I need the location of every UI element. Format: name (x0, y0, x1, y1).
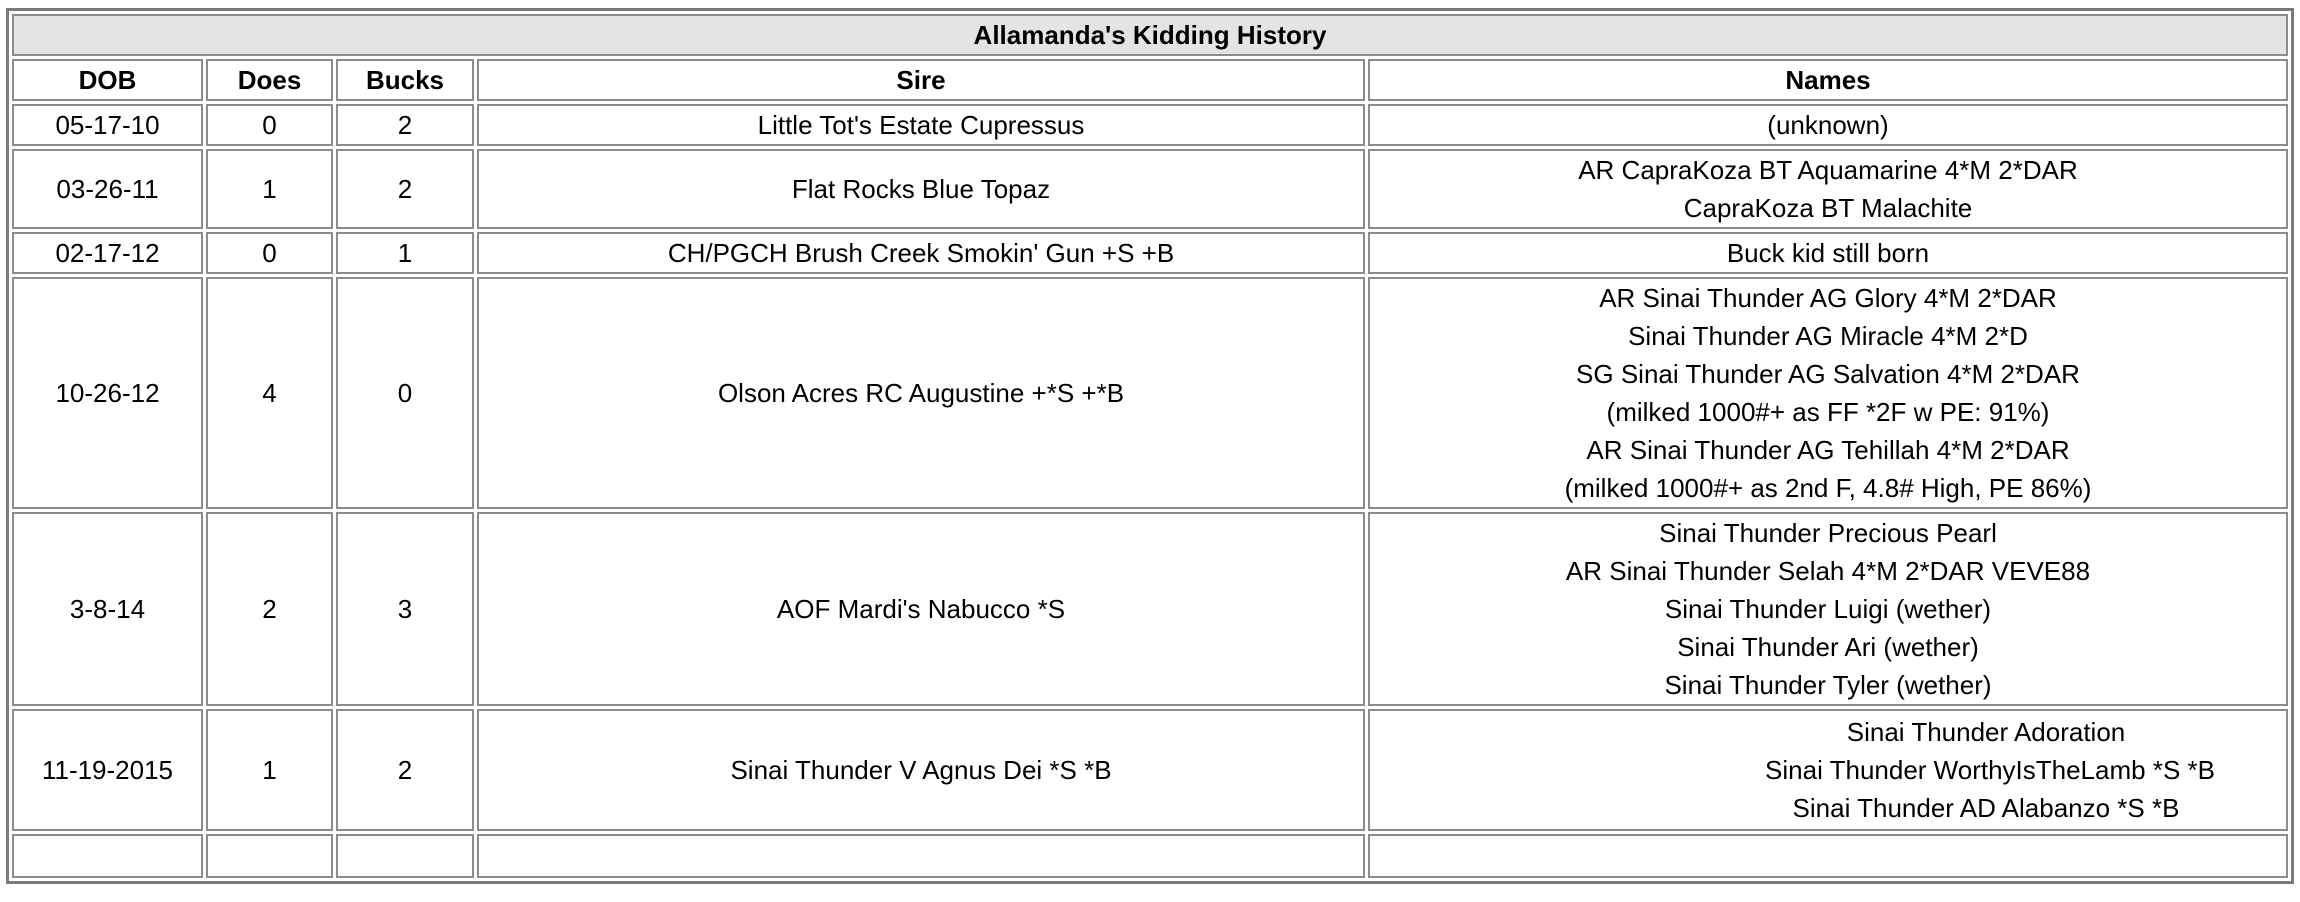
bucks-cell: 2 (336, 104, 474, 146)
dob-cell: 3-8-14 (12, 512, 203, 706)
kid-name: Sinai Thunder Luigi (wether) (1664, 594, 1992, 624)
kid-name: Sinai Thunder AG Miracle 4*M 2*D (1628, 321, 2028, 351)
kidding-history-table (6, 8, 2294, 884)
table-row (12, 104, 2288, 146)
bucks-cell: 2 (336, 709, 474, 831)
kid-name: Buck kid still born (1726, 238, 1930, 268)
header-row (12, 59, 2288, 101)
kid-name: Sinai Thunder AD Alabanzo *S *B (1792, 793, 2180, 823)
empty-cell (12, 834, 203, 878)
names-cell (1368, 512, 2288, 706)
dob-cell: 11-19-2015 (12, 709, 203, 831)
kid-name: Sinai Thunder WorthyIsTheLamb *S *B (1765, 755, 2215, 785)
kid-name: Sinai Thunder Adoration (1846, 717, 2126, 747)
bucks-cell: 3 (336, 512, 474, 706)
dob-cell: 05-17-10 (12, 104, 203, 146)
header-bucks: Bucks (336, 59, 474, 101)
header-sire: Sire (477, 59, 1365, 101)
empty-table-row (12, 834, 2288, 878)
table-row (12, 149, 2288, 229)
bucks-cell: 0 (336, 277, 474, 509)
names-cell (1368, 232, 2288, 274)
does-cell: 1 (206, 709, 333, 831)
sire-cell: Olson Acres RC Augustine +*S +*B (477, 277, 1365, 509)
table-row (12, 277, 2288, 509)
kid-name-note: (milked 1000#+ as FF *2F w PE: 91%) (1606, 397, 2050, 427)
kid-name: Sinai Thunder Ari (wether) (1677, 632, 1979, 662)
does-cell: 0 (206, 104, 333, 146)
table-title-row (12, 14, 2288, 56)
kidding-history-container (6, 8, 2294, 884)
kid-name: (unknown) (1767, 110, 1889, 140)
kid-name: AR Sinai Thunder Selah 4*M 2*DAR VEVE88 (1565, 556, 2091, 586)
header-dob: DOB (12, 59, 203, 101)
kid-name: AR Sinai Thunder AG Glory 4*M 2*DAR (1599, 283, 2057, 313)
table-row (12, 232, 2288, 274)
sire-cell: Little Tot's Estate Cupressus (477, 104, 1365, 146)
empty-cell (336, 834, 474, 878)
names-cell (1368, 104, 2288, 146)
dob-cell: 10-26-12 (12, 277, 203, 509)
dob-cell: 03-26-11 (12, 149, 203, 229)
empty-cell (1368, 834, 2288, 878)
kid-name-note: (milked 1000#+ as 2nd F, 4.8# High, PE 86%) (1564, 473, 2092, 503)
names-cell (1368, 277, 2288, 509)
kid-name: AR CapraKoza BT Aquamarine 4*M 2*DAR (1578, 155, 2078, 185)
empty-cell (477, 834, 1365, 878)
sire-cell: AOF Mardi's Nabucco *S (477, 512, 1365, 706)
bucks-cell: 2 (336, 149, 474, 229)
sire-cell: Sinai Thunder V Agnus Dei *S *B (477, 709, 1365, 831)
does-cell: 0 (206, 232, 333, 274)
kid-name: AR Sinai Thunder AG Tehillah 4*M 2*DAR (1586, 435, 2070, 465)
table-row (12, 709, 2288, 831)
sire-cell: Flat Rocks Blue Topaz (477, 149, 1365, 229)
dob-cell: 02-17-12 (12, 232, 203, 274)
names-cell (1368, 149, 2288, 229)
table-title: Allamanda's Kidding History (12, 14, 2288, 56)
kid-name: SG Sinai Thunder AG Salvation 4*M 2*DAR (1576, 359, 2080, 389)
kid-name: Sinai Thunder Tyler (wether) (1664, 670, 1992, 700)
does-cell: 1 (206, 149, 333, 229)
kid-name: Sinai Thunder Precious Pearl (1659, 518, 1997, 548)
table-row (12, 512, 2288, 706)
does-cell: 4 (206, 277, 333, 509)
header-names: Names (1368, 59, 2288, 101)
does-cell: 2 (206, 512, 333, 706)
sire-cell: CH/PGCH Brush Creek Smokin' Gun +S +B (477, 232, 1365, 274)
kid-name: CapraKoza BT Malachite (1683, 193, 1973, 223)
names-cell (1368, 709, 2288, 831)
bucks-cell: 1 (336, 232, 474, 274)
empty-cell (206, 834, 333, 878)
header-does: Does (206, 59, 333, 101)
